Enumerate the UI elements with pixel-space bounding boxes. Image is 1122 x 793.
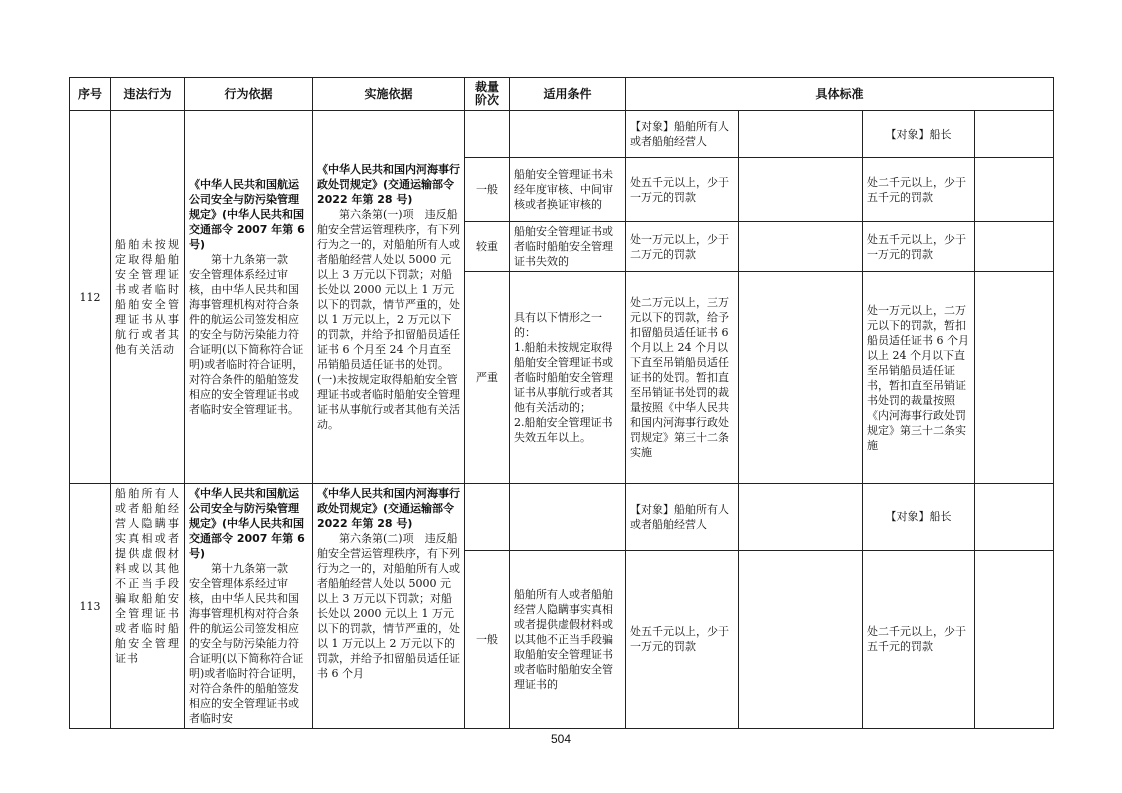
header-act: 违法行为 — [111, 78, 185, 111]
header-no: 序号 — [70, 78, 111, 111]
level-general: 一般 — [465, 550, 510, 728]
captain-standard-empty — [975, 550, 1054, 728]
condition: 船舶所有人或者船舶经营人隐瞒事实真相或者提供虚假材料或以其他不正当手段骗取船舶安全管理证书或者临时船舶安全管理证书的 — [510, 550, 626, 728]
owner-standard-empty — [739, 550, 863, 728]
page-number: 504 — [550, 732, 572, 746]
header-standard: 具体标准 — [626, 78, 1054, 111]
target-captain: 【对象】船长 — [863, 484, 975, 551]
table-row — [70, 484, 1054, 551]
owner-standard-empty — [739, 158, 863, 222]
impl-law-title: 《中华人民共和国内河海事行政处罚规定》(交通运输部令 2022 年第 28 号) — [317, 487, 460, 530]
condition: 具有以下情形之一的： 1.船舶未按规定取得船舶安全管理证书或者临时船舶安全管理证书从事航行或者其他有关活动的； 2.船舶安全管理证书失效五年以上。 — [510, 272, 626, 484]
table-row — [70, 111, 1054, 158]
basis-law-title: 《中华人民共和国航运公司安全与防污染管理规定》(中华人民共和国交通部令 2007 年第 6 号) — [189, 178, 305, 251]
basis-article-text: 第十九条第一款 安全管理体系经过审核，由中华人民共和国海事管理机构对符合条件的航运公司签发相应的安全与防污染能力符合证明(以下简称符合证明)或者临时符合证明，对符合条件的船舶签发相应的安全管理证书或者临时安全管理证书。 — [189, 253, 304, 416]
row-number: 113 — [70, 484, 111, 729]
penalty-discretion-table — [69, 77, 1054, 729]
target-owner: 【对象】船舶所有人或者船舶经营人 — [626, 484, 739, 551]
condition: 船舶安全管理证书或者临时船舶安全管理证书失效的 — [510, 222, 626, 272]
captain-standard-empty — [975, 272, 1054, 484]
condition-empty — [510, 111, 626, 158]
target-captain: 【对象】船长 — [863, 111, 975, 158]
target-owner: 【对象】船舶所有人或者船舶经营人 — [626, 111, 739, 158]
basis-cell — [185, 484, 313, 729]
header-impl: 实施依据 — [313, 78, 465, 111]
target-captain-empty — [975, 111, 1054, 158]
level-general: 一般 — [465, 158, 510, 222]
header-basis: 行为依据 — [185, 78, 313, 111]
impl-article-text: 第六条第(一)项 违反船舶安全营运管理秩序，有下列行为之一的，对船舶所有人或者船舶经营人处以 5000 元以上 3 万元以下罚款；对船长处以 2000 元以上 1 万元以下的罚款，情节严重的，处以 1 万元以上，2 万元以下的罚款，并给予扣留船员适任证书 6 个月至 24 个月直至吊销船员适任证书的处罚。(一)未按规定取得船舶安全管理证书或者临时船舶安全管理证书从事航行或者其他有关活动。 — [317, 208, 460, 431]
condition-empty — [510, 484, 626, 551]
condition: 船舶安全管理证书未经年度审核、中间审核或者换证审核的 — [510, 158, 626, 222]
captain-standard-empty — [975, 222, 1054, 272]
violation-description: 船舶未按规定取得船舶安全管理证书或者临时船舶安全管理证书从事航行或者其他有关活动 — [111, 111, 185, 484]
captain-standard: 处一万元以上，二万元以下的罚款，暂扣船员适任证书 6 个月以上 24 个月以下直至吊销船员适任证书，暂扣直至吊销证书处罚的裁量按照《内河海事行政处罚规定》第三十二条实施 — [863, 272, 975, 484]
basis-cell — [185, 111, 313, 484]
captain-standard: 处二千元以上，少于五千元的罚款 — [863, 158, 975, 222]
owner-standard-empty — [739, 272, 863, 484]
captain-standard: 处五千元以上，少于一万元的罚款 — [863, 222, 975, 272]
owner-standard: 处五千元以上，少于一万元的罚款 — [626, 158, 739, 222]
basis-article-text: 第十九条第一款 安全管理体系经过审核，由中华人民共和国海事管理机构对符合条件的航运公司签发相应的安全与防污染能力符合证明(以下简称符合证明)或者临时符合证明，对符合条件的船舶签发相应的安全管理证书或者临时安 — [189, 562, 304, 725]
owner-standard: 处一万元以上，少于二万元的罚款 — [626, 222, 739, 272]
implementation-cell — [313, 111, 465, 484]
table-header-row — [70, 78, 1054, 111]
captain-standard: 处二千元以上，少于五千元的罚款 — [863, 550, 975, 728]
header-level: 裁量 阶次 — [465, 78, 510, 111]
row-number: 112 — [70, 111, 111, 484]
level-empty — [465, 484, 510, 551]
target-owner-empty — [739, 111, 863, 158]
implementation-cell — [313, 484, 465, 729]
owner-standard: 处五千元以上，少于一万元的罚款 — [626, 550, 739, 728]
owner-standard: 处二万元以上，三万元以下的罚款，给予扣留船员适任证书 6 个月以上 24 个月以下直至吊销船员适任证书的处罚。暂扣直至吊销证书处罚的裁量按照《中华人民共和国内河海事行政处罚规定》第三十二条实施 — [626, 272, 739, 484]
level-serious: 较重 — [465, 222, 510, 272]
impl-law-title: 《中华人民共和国内河海事行政处罚规定》(交通运输部令 2022 年第 28 号) — [317, 163, 460, 206]
target-captain-empty — [975, 484, 1054, 551]
violation-description: 船舶所有人或者船舶经营人隐瞒事实真相或者提供虚假材料或以其他不正当手段骗取船舶安全管理证书或者临时船舶安全管理证书 — [111, 484, 185, 729]
level-severe: 严重 — [465, 272, 510, 484]
captain-standard-empty — [975, 158, 1054, 222]
target-owner-empty — [739, 484, 863, 551]
owner-standard-empty — [739, 222, 863, 272]
header-cond: 适用条件 — [510, 78, 626, 111]
level-empty — [465, 111, 510, 158]
basis-law-title: 《中华人民共和国航运公司安全与防污染管理规定》(中华人民共和国交通部令 2007 年第 6 号) — [189, 487, 305, 560]
impl-article-text: 第六条第(二)项 违反船舶安全营运管理秩序，有下列行为之一的，对船舶所有人或者船舶经营人处以 5000 元以上 3 万元以下罚款；对船长处以 2000 元以上 1 万元以下的罚款，情节严重的，处以 1 万元以上 2 万元以下的罚款，并给予扣留船员适任证书 6 个月 — [317, 532, 460, 680]
